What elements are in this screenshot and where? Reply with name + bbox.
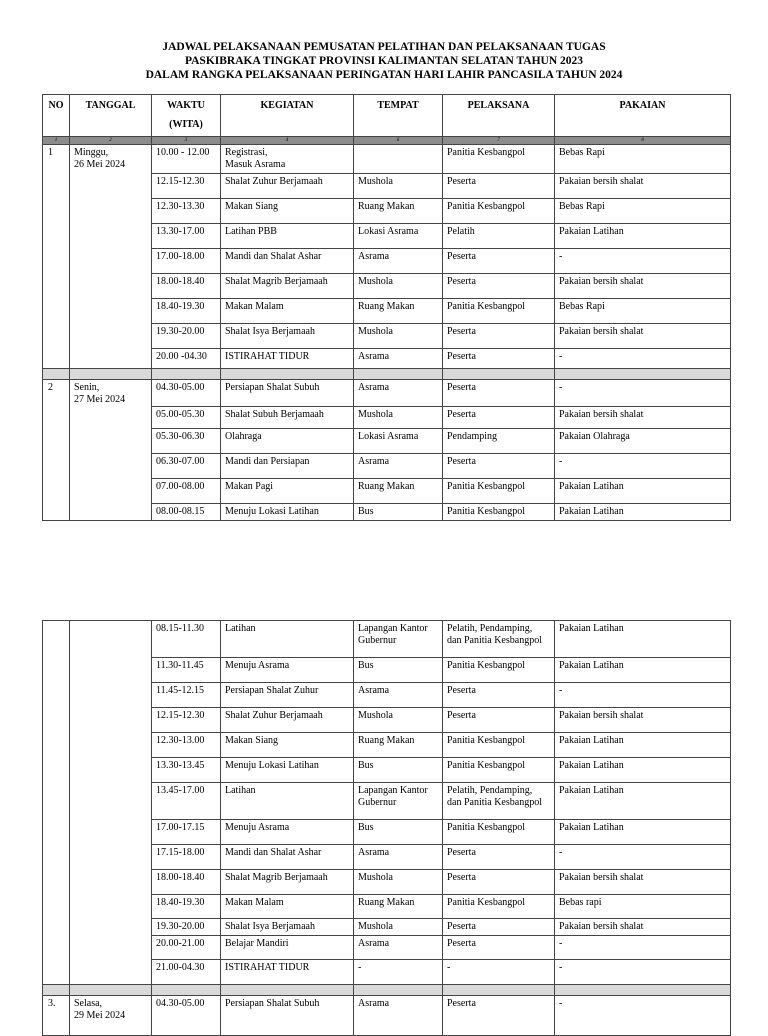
pelaksana-cell: Panitia Kesbangpol (443, 895, 555, 919)
header-tempat: TEMPAT (354, 95, 443, 137)
kegiatan-cell: Makan Pagi (221, 479, 354, 504)
kegiatan-cell: Mandi dan Persiapan (221, 454, 354, 479)
pelaksana-cell: Peserta (443, 324, 555, 349)
title-line-1: JADWAL PELAKSANAAN PEMUSATAN PELATIHAN DAN PELAKSANAAN TUGAS (162, 41, 606, 53)
day-date: Selasa, 29 Mei 2024 (70, 996, 152, 1036)
column-number: 1 (43, 137, 70, 145)
pakaian-cell: Pakaian bersih shalat (555, 870, 731, 895)
kegiatan-cell: Persiapan Shalat Subuh (221, 380, 354, 407)
waktu-cell: 20.00 -04.30 (152, 349, 221, 369)
waktu-cell: 08.15-11.30 (152, 621, 221, 658)
pakaian-cell: Pakaian bersih shalat (555, 919, 731, 936)
pelaksana-cell: Peserta (443, 870, 555, 895)
pakaian-cell: Bebas rapi (555, 895, 731, 919)
waktu-cell: 05.30-06.30 (152, 429, 221, 454)
pakaian-cell: Pakaian Latihan (555, 504, 731, 521)
header-kegiatan: KEGIATAN (221, 95, 354, 137)
waktu-cell: 17.00-17.15 (152, 820, 221, 845)
pakaian-cell: Bebas Rapi (555, 299, 731, 324)
pelaksana-cell: Peserta (443, 708, 555, 733)
pelaksana-cell: Panitia Kesbangpol (443, 479, 555, 504)
day-number: 1 (43, 145, 70, 369)
waktu-cell: 08.00-08.15 (152, 504, 221, 521)
tempat-cell: Ruang Makan (354, 895, 443, 919)
tempat-cell: Mushola (354, 870, 443, 895)
tempat-cell: Bus (354, 820, 443, 845)
pelaksana-cell: Pelatih (443, 224, 555, 249)
day-separator (43, 985, 731, 996)
pelaksana-cell: Panitia Kesbangpol (443, 504, 555, 521)
pakaian-cell: Pakaian Latihan (555, 820, 731, 845)
pakaian-cell: - (555, 380, 731, 407)
pakaian-cell: - (555, 960, 731, 985)
header-row (43, 95, 731, 137)
day-date: Minggu, 26 Mei 2024 (70, 145, 152, 369)
header-waktu: WAKTU (WITA) (152, 95, 221, 137)
tempat-cell: Lapangan Kantor Gubernur (354, 621, 443, 658)
pelaksana-cell: Peserta (443, 274, 555, 299)
kegiatan-cell: Persiapan Shalat Subuh (221, 996, 354, 1036)
pakaian-cell: - (555, 454, 731, 479)
tempat-cell: Bus (354, 658, 443, 683)
pakaian-cell: - (555, 996, 731, 1036)
pelaksana-cell: Peserta (443, 174, 555, 199)
pelaksana-cell: Panitia Kesbangpol (443, 758, 555, 783)
kegiatan-cell: Menuju Lokasi Latihan (221, 758, 354, 783)
kegiatan-cell: Makan Siang (221, 199, 354, 224)
kegiatan-cell: Latihan PBB (221, 224, 354, 249)
tempat-cell: Mushola (354, 274, 443, 299)
kegiatan-cell: Menuju Asrama (221, 658, 354, 683)
column-number-row (43, 137, 731, 145)
waktu-cell: 06.30-07.00 (152, 454, 221, 479)
kegiatan-cell: Makan Siang (221, 733, 354, 758)
pelaksana-cell: - (443, 960, 555, 985)
table-row (43, 380, 731, 407)
pakaian-cell: Pakaian bersih shalat (555, 407, 731, 429)
kegiatan-cell: Latihan (221, 621, 354, 658)
pakaian-cell: - (555, 349, 731, 369)
pelaksana-cell: Peserta (443, 936, 555, 960)
title-line-3: DALAM RANGKA PELAKSANAAN PERINGATAN HARI LAHIR PANCASILA TAHUN 2024 (145, 69, 623, 81)
pelaksana-cell: Pelatih, Pendamping, dan Panitia Kesbangpol (443, 783, 555, 820)
pakaian-cell: - (555, 249, 731, 274)
waktu-cell: 18.00-18.40 (152, 274, 221, 299)
pelaksana-cell: Peserta (443, 919, 555, 936)
kegiatan-cell: Menuju Lokasi Latihan (221, 504, 354, 521)
kegiatan-cell: ISTIRAHAT TIDUR (221, 960, 354, 985)
pakaian-cell: Pakaian Latihan (555, 733, 731, 758)
pelaksana-cell: Peserta (443, 349, 555, 369)
schedule-table (42, 94, 731, 521)
pelaksana-cell: Panitia Kesbangpol (443, 299, 555, 324)
tempat-cell: Asrama (354, 936, 443, 960)
day-date: Senin, 27 Mei 2024 (70, 380, 152, 521)
kegiatan-cell: Registrasi, Masuk Asrama (221, 145, 354, 174)
pakaian-cell: - (555, 845, 731, 870)
waktu-cell: 12.15-12.30 (152, 174, 221, 199)
pelaksana-cell: Panitia Kesbangpol (443, 199, 555, 224)
tempat-cell: Mushola (354, 324, 443, 349)
tempat-cell: Mushola (354, 708, 443, 733)
day-separator (43, 369, 731, 380)
kegiatan-cell: Belajar Mandiri (221, 936, 354, 960)
tempat-cell: Ruang Makan (354, 299, 443, 324)
tempat-cell: Mushola (354, 174, 443, 199)
pelaksana-cell: Peserta (443, 683, 555, 708)
pakaian-cell: Pakaian bersih shalat (555, 324, 731, 349)
column-number: 3 (152, 137, 221, 145)
day-number: 3. (43, 996, 70, 1036)
pakaian-cell: Pakaian bersih shalat (555, 174, 731, 199)
kegiatan-cell: Latihan (221, 783, 354, 820)
pelaksana-cell: Pendamping (443, 429, 555, 454)
kegiatan-cell: Mandi dan Shalat Ashar (221, 845, 354, 870)
tempat-cell: Ruang Makan (354, 479, 443, 504)
waktu-cell: 18.40-19.30 (152, 299, 221, 324)
pakaian-cell: - (555, 936, 731, 960)
waktu-cell: 19.30-20.00 (152, 324, 221, 349)
pelaksana-cell: Peserta (443, 380, 555, 407)
tempat-cell: Bus (354, 758, 443, 783)
waktu-cell: 17.15-18.00 (152, 845, 221, 870)
tempat-cell: Asrama (354, 249, 443, 274)
waktu-cell: 19.30-20.00 (152, 919, 221, 936)
kegiatan-cell: ISTIRAHAT TIDUR (221, 349, 354, 369)
column-number: 8 (555, 137, 731, 145)
tempat-cell: Asrama (354, 996, 443, 1036)
pakaian-cell: Pakaian Latihan (555, 479, 731, 504)
pelaksana-cell: Pelatih, Pendamping, dan Panitia Kesbangpol (443, 621, 555, 658)
kegiatan-cell: Makan Malam (221, 895, 354, 919)
waktu-cell: 13.30-13.45 (152, 758, 221, 783)
table-row (43, 145, 731, 174)
tempat-cell (354, 145, 443, 174)
waktu-cell: 10.00 - 12.00 (152, 145, 221, 174)
tempat-cell: Lokasi Asrama (354, 224, 443, 249)
tempat-cell: Lokasi Asrama (354, 429, 443, 454)
tempat-cell: Lapangan Kantor Gubernur (354, 783, 443, 820)
waktu-cell: 20.00-21.00 (152, 936, 221, 960)
waktu-cell: 05.00-05.30 (152, 407, 221, 429)
kegiatan-cell: Shalat Magrib Berjamaah (221, 274, 354, 299)
kegiatan-cell: Shalat Magrib Berjamaah (221, 870, 354, 895)
title-line-2: PASKIBRAKA TINGKAT PROVINSI KALIMANTAN SELATAN TAHUN 2023 (184, 55, 584, 67)
column-number: 7 (443, 137, 555, 145)
pakaian-cell: Pakaian bersih shalat (555, 274, 731, 299)
waktu-cell: 04.30-05.00 (152, 996, 221, 1036)
header-pelaksana: PELAKSANA (443, 95, 555, 137)
waktu-cell: 13.45-17.00 (152, 783, 221, 820)
kegiatan-cell: Menuju Asrama (221, 820, 354, 845)
pelaksana-cell: Panitia Kesbangpol (443, 820, 555, 845)
pakaian-cell: Pakaian Latihan (555, 783, 731, 820)
day-number-empty (43, 621, 70, 985)
pakaian-cell: Pakaian bersih shalat (555, 708, 731, 733)
waktu-cell: 12.30-13.00 (152, 733, 221, 758)
tempat-cell: - (354, 960, 443, 985)
tempat-cell: Ruang Makan (354, 199, 443, 224)
schedule-table-continued (42, 620, 731, 1036)
kegiatan-cell: Shalat Isya Berjamaah (221, 919, 354, 936)
pakaian-cell: Bebas Rapi (555, 199, 731, 224)
kegiatan-cell: Shalat Zuhur Berjamaah (221, 174, 354, 199)
kegiatan-cell: Shalat Zuhur Berjamaah (221, 708, 354, 733)
pakaian-cell: Pakaian Olahraga (555, 429, 731, 454)
pelaksana-cell: Peserta (443, 996, 555, 1036)
waktu-cell: 13.30-17.00 (152, 224, 221, 249)
document-title (0, 40, 768, 82)
column-number: 2 (70, 137, 152, 145)
header-pakaian: PAKAIAN (555, 95, 731, 137)
column-number: 4 (221, 137, 354, 145)
waktu-cell: 21.00-04.30 (152, 960, 221, 985)
waktu-cell: 18.00-18.40 (152, 870, 221, 895)
pakaian-cell: - (555, 683, 731, 708)
waktu-cell: 11.30-11.45 (152, 658, 221, 683)
column-number: 6 (354, 137, 443, 145)
tempat-cell: Asrama (354, 845, 443, 870)
pakaian-cell: Pakaian Latihan (555, 621, 731, 658)
pakaian-cell: Pakaian Latihan (555, 658, 731, 683)
pelaksana-cell: Panitia Kesbangpol (443, 145, 555, 174)
header-no: NO (43, 95, 70, 137)
pelaksana-cell: Peserta (443, 845, 555, 870)
day-date-empty (70, 621, 152, 985)
waktu-cell: 11.45-12.15 (152, 683, 221, 708)
waktu-cell: 04.30-05.00 (152, 380, 221, 407)
pakaian-cell: Pakaian Latihan (555, 224, 731, 249)
kegiatan-cell: Mandi dan Shalat Ashar (221, 249, 354, 274)
pelaksana-cell: Panitia Kesbangpol (443, 658, 555, 683)
pelaksana-cell: Panitia Kesbangpol (443, 733, 555, 758)
pelaksana-cell: Peserta (443, 454, 555, 479)
kegiatan-cell: Persiapan Shalat Zuhur (221, 683, 354, 708)
day-number: 2 (43, 380, 70, 521)
header-tanggal: TANGGAL (70, 95, 152, 137)
tempat-cell: Mushola (354, 919, 443, 936)
pelaksana-cell: Peserta (443, 249, 555, 274)
table-row (43, 996, 731, 1036)
tempat-cell: Asrama (354, 380, 443, 407)
pakaian-cell: Bebas Rapi (555, 145, 731, 174)
waktu-cell: 18.40-19.30 (152, 895, 221, 919)
kegiatan-cell: Shalat Subuh Berjamaah (221, 407, 354, 429)
tempat-cell: Mushola (354, 407, 443, 429)
kegiatan-cell: Olahraga (221, 429, 354, 454)
pelaksana-cell: Peserta (443, 407, 555, 429)
table-row (43, 621, 731, 658)
kegiatan-cell: Makan Malam (221, 299, 354, 324)
tempat-cell: Asrama (354, 349, 443, 369)
tempat-cell: Asrama (354, 683, 443, 708)
tempat-cell: Bus (354, 504, 443, 521)
waktu-cell: 07.00-08.00 (152, 479, 221, 504)
waktu-cell: 12.15-12.30 (152, 708, 221, 733)
waktu-cell: 17.00-18.00 (152, 249, 221, 274)
waktu-cell: 12.30-13.30 (152, 199, 221, 224)
kegiatan-cell: Shalat Isya Berjamaah (221, 324, 354, 349)
tempat-cell: Asrama (354, 454, 443, 479)
pakaian-cell: Pakaian Latihan (555, 758, 731, 783)
tempat-cell: Ruang Makan (354, 733, 443, 758)
